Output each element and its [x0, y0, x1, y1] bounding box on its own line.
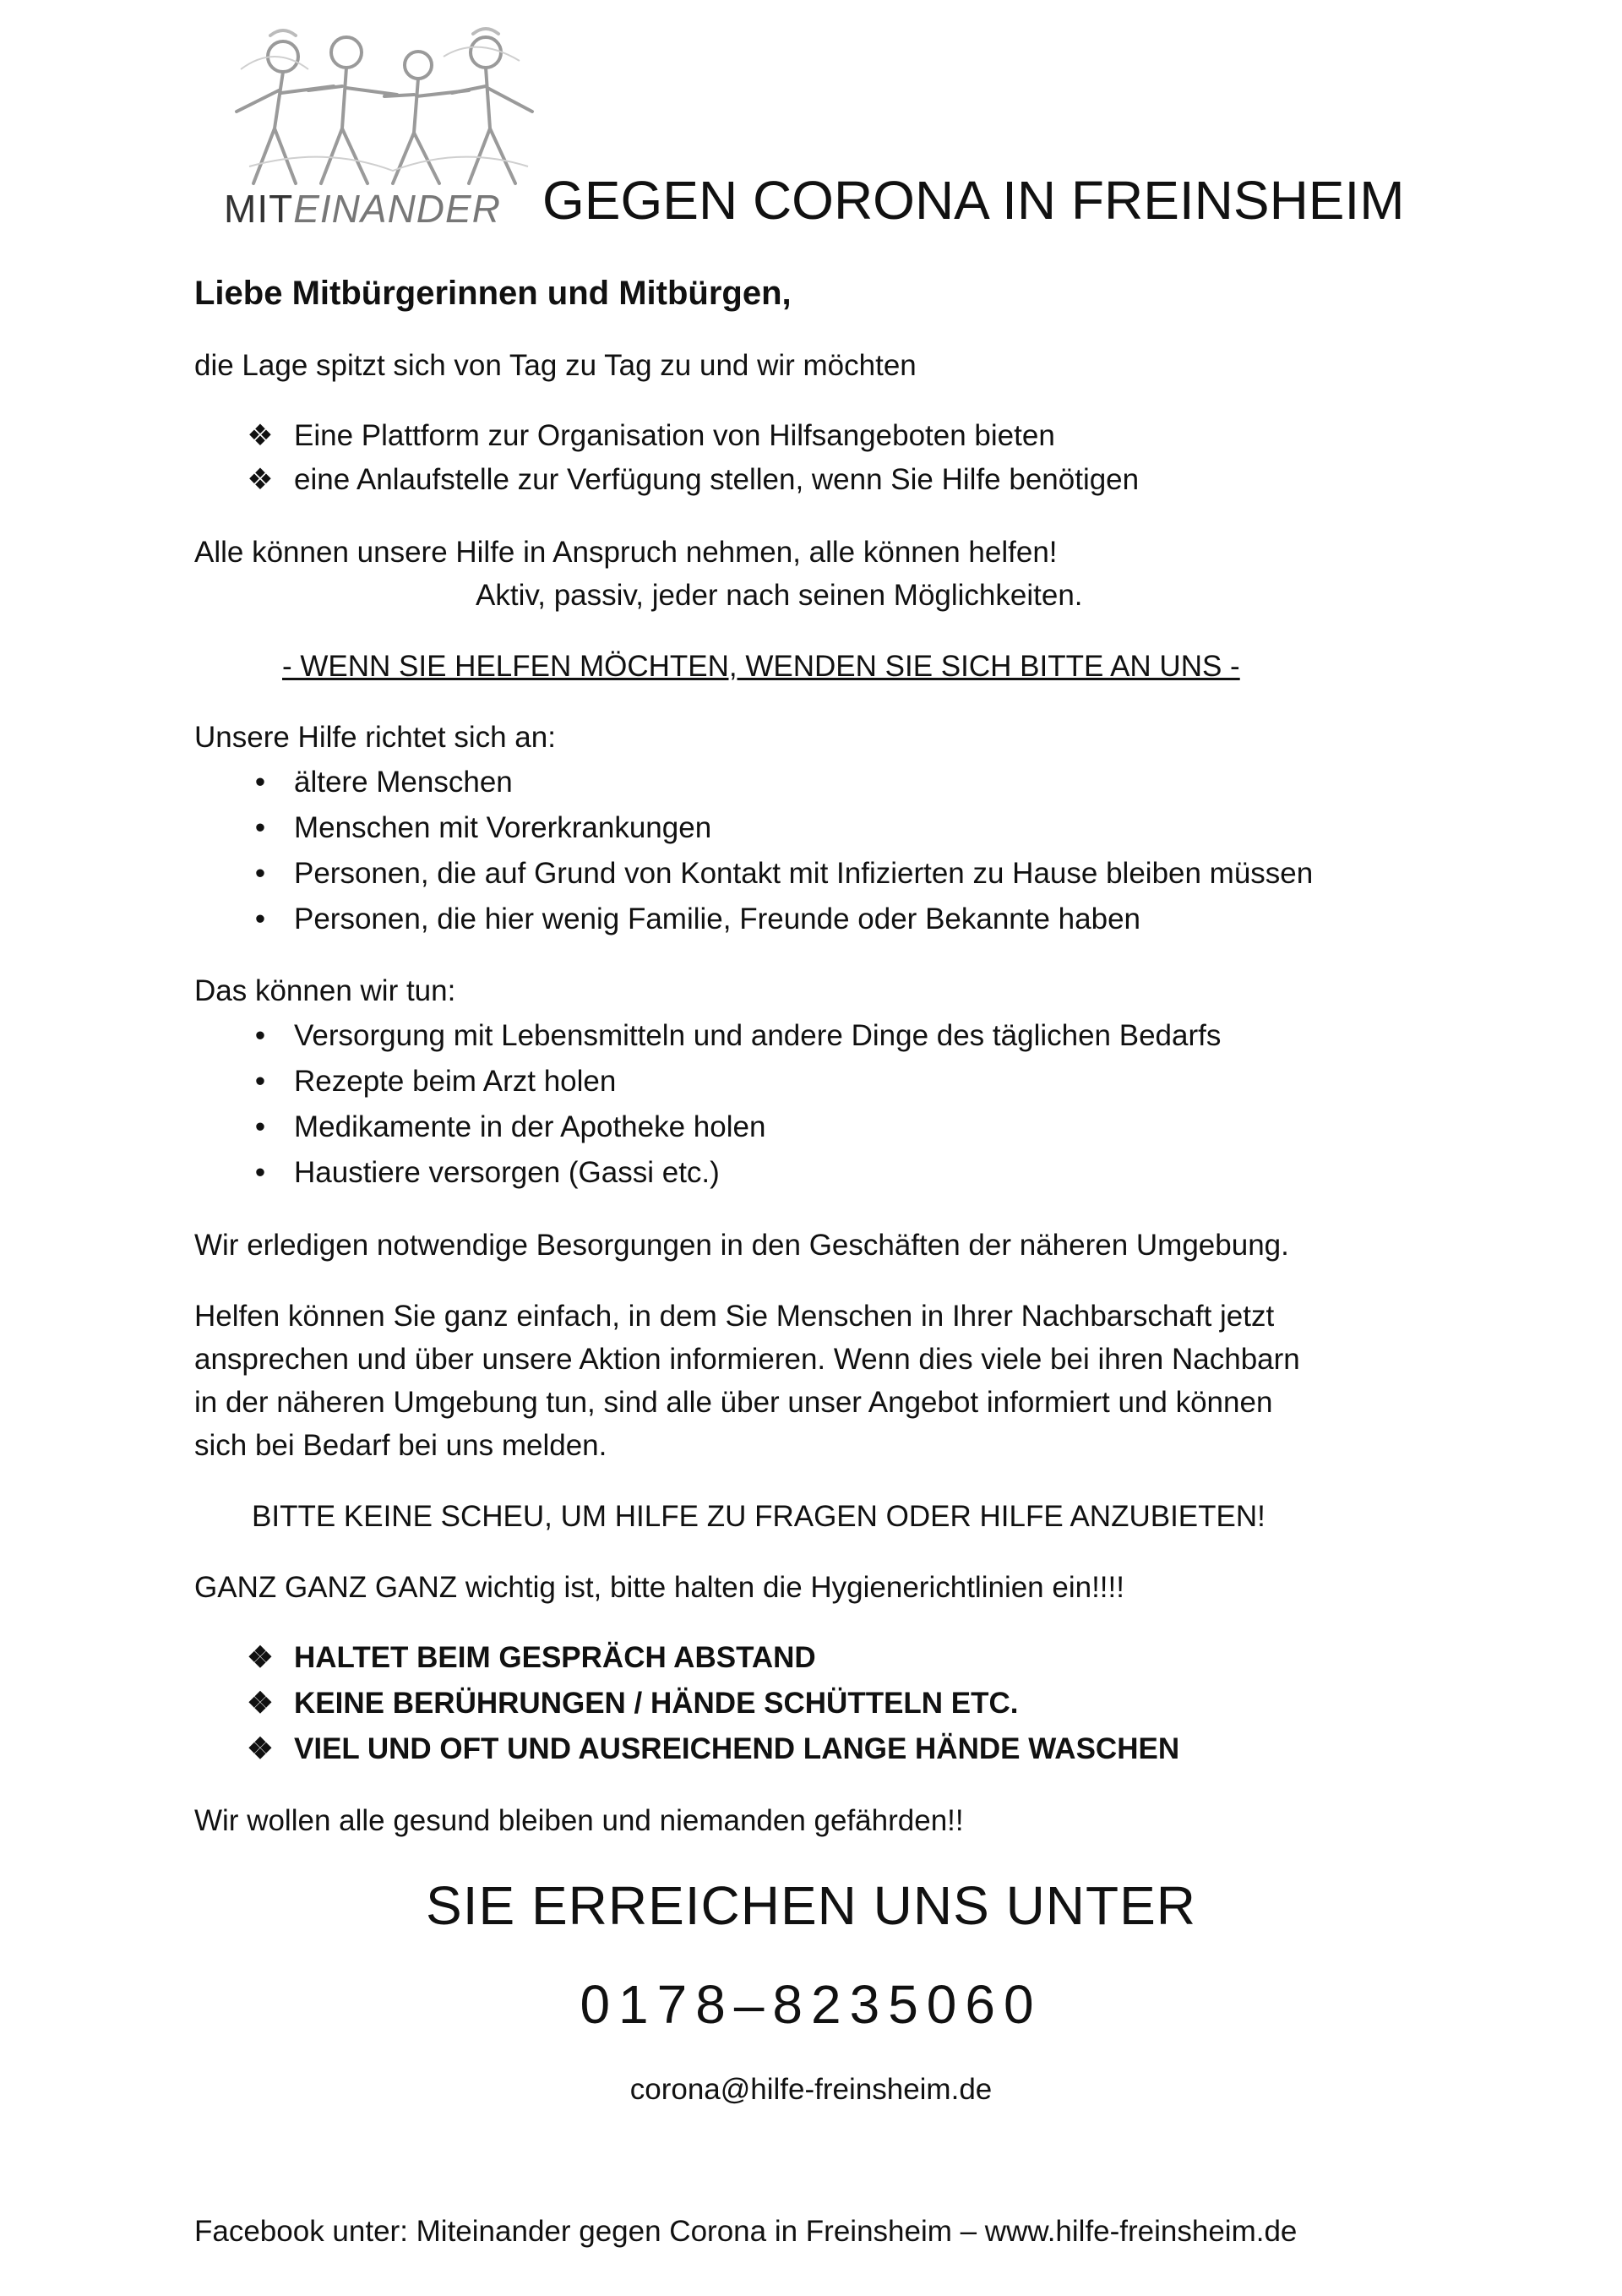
- hygiene-rule-text: HALTET BEIM GESPRÄCH ABSTAND: [294, 1641, 816, 1674]
- goal-text: eine Anlaufstelle zur Verfügung stellen, wenn Sie Hilfe benötigen: [294, 463, 1140, 496]
- contact-heading: SIE ERREICHEN UNS UNTER: [426, 1875, 1196, 1936]
- diamond-bullet-icon: ❖: [247, 1641, 274, 1674]
- logo-prefix: MIT: [224, 187, 294, 231]
- hygiene-rule: [247, 1641, 816, 1675]
- everyone-line-2: Aktiv, passiv, jeder nach seinen Möglichkeiten.: [476, 579, 1083, 612]
- contact-email[interactable]: corona@hilfe-freinsheim.de: [629, 2073, 993, 2106]
- audience-item: [254, 766, 513, 799]
- diamond-bullet-icon: ❖: [247, 1687, 274, 1720]
- everyone-line-1: Alle können unsere Hilfe in Anspruch nehmen, alle können helfen!: [194, 536, 1058, 569]
- help-paragraph-line: sich bei Bedarf bei uns melden.: [194, 1429, 607, 1462]
- service-text: Medikamente in der Apotheke holen: [294, 1110, 766, 1143]
- hygiene-rule: [247, 1687, 1019, 1721]
- errands-text: Wir erledigen notwendige Besorgungen in den Geschäften der näheren Umgebung.: [194, 1229, 1289, 1262]
- service-text: Haustiere versorgen (Gassi etc.): [294, 1156, 720, 1189]
- diamond-bullet-icon: ❖: [247, 463, 274, 496]
- diamond-bullet-icon: ❖: [247, 419, 274, 452]
- bullet-icon: •: [254, 1110, 266, 1143]
- help-paragraph-line: ansprechen und über unsere Aktion informieren. Wenn dies viele bei ihren Nachbarn: [194, 1343, 1300, 1376]
- logo-suffix: EINANDER: [293, 187, 501, 231]
- service-text: Versorgung mit Lebensmitteln und andere Dinge des täglichen Bedarfs: [294, 1019, 1222, 1052]
- service-item: [254, 1110, 766, 1144]
- goal-item: [247, 419, 1055, 453]
- page-title: GEGEN CORONA IN FREINSHEIM: [542, 170, 1405, 231]
- service-item: [254, 1065, 617, 1099]
- logo-figures-image: [224, 19, 545, 188]
- hygiene-rule: [247, 1732, 1180, 1766]
- bullet-icon: •: [254, 1156, 266, 1189]
- contact-phone[interactable]: 0178–8235060: [580, 1974, 1042, 2035]
- logo-wordmark: [224, 186, 501, 232]
- call-to-action: - WENN SIE HELFEN MÖCHTEN, WENDEN SIE SICH BITTE AN UNS -: [282, 650, 1240, 683]
- help-paragraph-line: Helfen können Sie ganz einfach, in dem Sie Menschen in Ihrer Nachbarschaft jetzt: [194, 1300, 1275, 1333]
- audience-text: ältere Menschen: [294, 766, 513, 799]
- intro-text: die Lage spitzt sich von Tag zu Tag zu und wir möchten: [194, 349, 917, 382]
- audience-item: [254, 903, 1141, 936]
- audience-text: Personen, die hier wenig Familie, Freunde oder Bekannte haben: [294, 903, 1141, 935]
- hygiene-rule-text: KEINE BERÜHRUNGEN / HÄNDE SCHÜTTELN ETC.: [294, 1687, 1019, 1720]
- bullet-icon: •: [254, 1065, 266, 1098]
- bullet-icon: •: [254, 1019, 266, 1052]
- services-heading: Das können wir tun:: [194, 974, 456, 1007]
- diamond-bullet-icon: ❖: [247, 1732, 274, 1765]
- bullet-icon: •: [254, 903, 266, 935]
- audience-text: Menschen mit Vorerkrankungen: [294, 811, 712, 844]
- audience-text: Personen, die auf Grund von Kontakt mit Infizierten zu Hause bleiben müssen: [294, 857, 1314, 890]
- audience-item: [254, 811, 712, 845]
- bullet-icon: •: [254, 857, 266, 890]
- service-item: [254, 1019, 1222, 1053]
- hygiene-intro: GANZ GANZ GANZ wichtig ist, bitte halten die Hygienerichtlinien ein!!!!: [194, 1571, 1124, 1604]
- goal-item: [247, 463, 1140, 497]
- service-item: [254, 1156, 720, 1190]
- footer-text: Facebook unter: Miteinander gegen Corona in Freinsheim – www.hilfe-freinsheim.de: [194, 2215, 1298, 2248]
- no-shyness-text: BITTE KEINE SCHEU, UM HILFE ZU FRAGEN ODER HILFE ANZUBIETEN!: [252, 1500, 1265, 1533]
- hygiene-rule-text: VIEL UND OFT UND AUSREICHEND LANGE HÄNDE WASCHEN: [294, 1732, 1180, 1765]
- stay-healthy-text: Wir wollen alle gesund bleiben und niemanden gefährden!!: [194, 1804, 964, 1837]
- audience-heading: Unsere Hilfe richtet sich an:: [194, 721, 556, 754]
- audience-item: [254, 857, 1314, 891]
- bullet-icon: •: [254, 766, 266, 799]
- goal-text: Eine Plattform zur Organisation von Hilfsangeboten bieten: [294, 419, 1055, 452]
- service-text: Rezepte beim Arzt holen: [294, 1065, 617, 1098]
- salutation: Liebe Mitbürgerinnen und Mitbürgen,: [194, 275, 792, 312]
- bullet-icon: •: [254, 811, 266, 844]
- help-paragraph-line: in der näheren Umgebung tun, sind alle über unser Angebot informiert und können: [194, 1386, 1273, 1419]
